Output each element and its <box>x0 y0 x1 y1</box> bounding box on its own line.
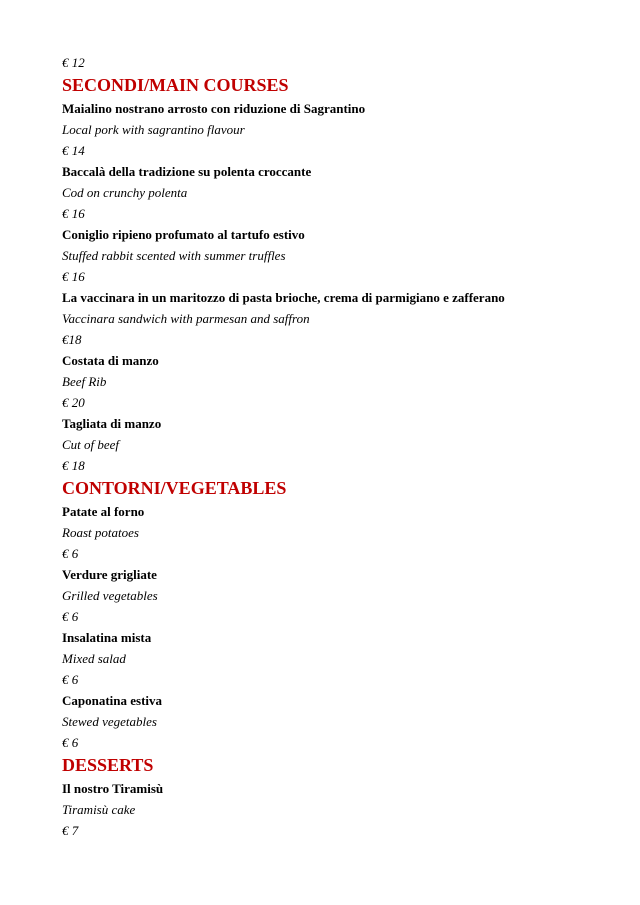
dish-name: La vaccinara in un maritozzo di pasta brioche, crema di parmigiano e zafferano <box>62 290 505 305</box>
section-desserts <box>62 754 600 841</box>
menu-item <box>62 161 600 224</box>
dish-name: Patate al forno <box>62 504 145 519</box>
dish-description: Stuffed rabbit scented with summer truffles <box>62 248 286 263</box>
dish-description: Roast potatoes <box>62 525 139 540</box>
dish-price: € 6 <box>62 672 79 687</box>
menu-item <box>62 501 600 564</box>
dish-name: Verdure grigliate <box>62 567 157 582</box>
dish-description: Cut of beef <box>62 437 120 452</box>
menu-item <box>62 627 600 690</box>
section-main-courses <box>62 74 600 476</box>
dish-price: €18 <box>62 332 82 347</box>
dish-description: Beef Rib <box>62 374 107 389</box>
dish-price: € 16 <box>62 269 85 284</box>
section-title: SECONDI/MAIN COURSES <box>62 75 289 95</box>
menu-item <box>62 224 600 287</box>
carryover-price: € 12 <box>62 55 85 70</box>
menu-item <box>62 564 600 627</box>
menu-item <box>62 690 600 753</box>
dish-description: Mixed salad <box>62 651 126 666</box>
dish-description: Tiramisù cake <box>62 802 136 817</box>
section-vegetables <box>62 477 600 753</box>
dish-price: € 20 <box>62 395 85 410</box>
dish-description: Local pork with sagrantino flavour <box>62 122 245 137</box>
dish-name: Costata di manzo <box>62 353 159 368</box>
dish-description: Vaccinara sandwich with parmesan and saffron <box>62 311 310 326</box>
dish-name: Caponatina estiva <box>62 693 163 708</box>
dish-name: Tagliata di manzo <box>62 416 162 431</box>
dish-description: Grilled vegetables <box>62 588 158 603</box>
dish-name: Il nostro Tiramisù <box>62 781 164 796</box>
menu-item <box>62 98 600 161</box>
dish-price: € 16 <box>62 206 85 221</box>
dish-price: € 6 <box>62 609 79 624</box>
dish-name: Baccalà della tradizione su polenta croccante <box>62 164 312 179</box>
dish-name: Insalatina mista <box>62 630 152 645</box>
dish-name: Coniglio ripieno profumato al tartufo estivo <box>62 227 305 242</box>
section-title: CONTORNI/VEGETABLES <box>62 478 287 498</box>
menu-item <box>62 778 600 841</box>
menu-item <box>62 350 600 413</box>
dish-price: € 18 <box>62 458 85 473</box>
dish-name: Maialino nostrano arrosto con riduzione di Sagrantino <box>62 101 366 116</box>
dish-price: € 6 <box>62 735 79 750</box>
dish-price: € 7 <box>62 823 79 838</box>
dish-price: € 6 <box>62 546 79 561</box>
menu-item <box>62 287 600 350</box>
dish-price: € 14 <box>62 143 85 158</box>
dish-description: Cod on crunchy polenta <box>62 185 188 200</box>
menu-item <box>62 413 600 476</box>
section-title: DESSERTS <box>62 755 154 775</box>
dish-description: Stewed vegetables <box>62 714 157 729</box>
